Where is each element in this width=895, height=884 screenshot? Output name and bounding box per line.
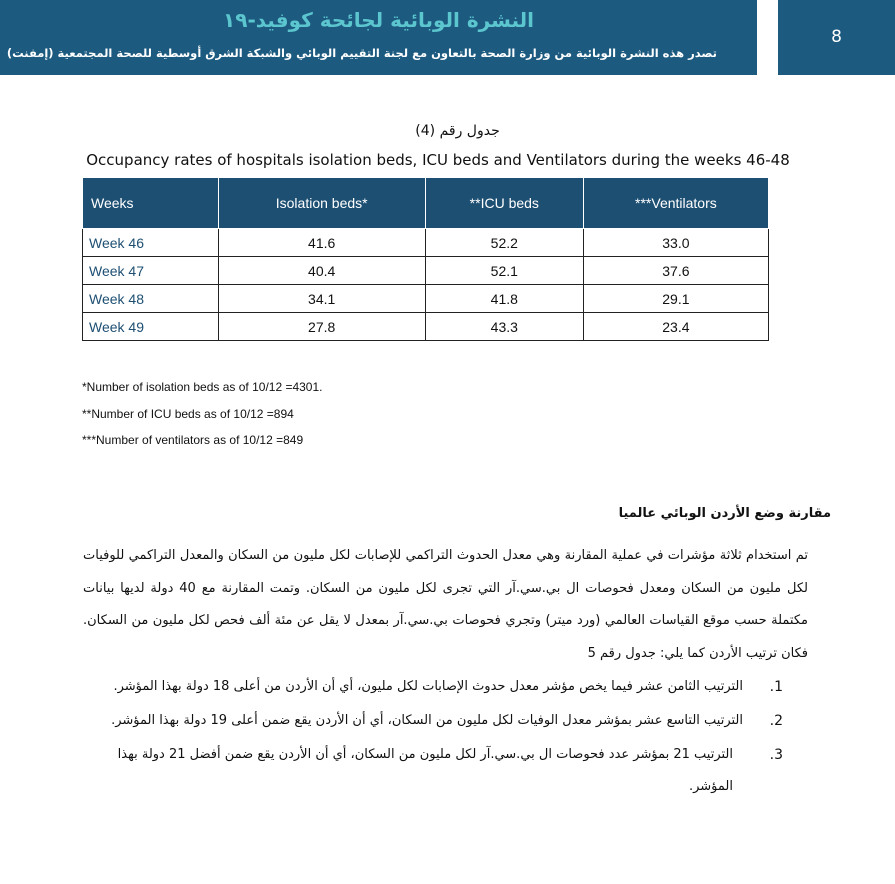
table-caption-english: Occupancy rates of hospitals isolation beds, ICU beds and Ventilators during the weeks 46-48	[86, 151, 790, 169]
table-row	[83, 257, 769, 285]
page-number: 8	[778, 0, 895, 75]
list-text: الترتيب 21 بمؤشر عدد فحوصات ال بي.سي.آر لكل مليون من السكان، أي أن الأردن يقع ضمن أفضل 21 دولة بهذا المؤشر.	[117, 747, 733, 794]
table-row	[83, 229, 769, 257]
table-cell: 33.0	[583, 229, 768, 257]
bulletin-subtitle: تصدر هذه النشرة الوبائية من وزارة الصحة بالتعاون مع لجنة التقييم الوبائي والشبكة الشرق أوسطية للصحة المجتمعية (إمفنت)	[6, 46, 717, 60]
list-text: الترتيب الثامن عشر فيما يخص مؤشر معدل حدوث الإصابات لكل مليون، أي أن الأردن من أعلى 18 دولة بهذا المؤشر.	[113, 679, 743, 694]
table-cell: 43.3	[425, 313, 583, 341]
column-header: ***Ventilators	[583, 178, 768, 229]
list-text: الترتيب التاسع عشر بمؤشر معدل الوفيات لكل مليون من السكان، أي أن الأردن يقع ضمن أعلى 19 دولة بهذا المؤشر.	[111, 713, 743, 728]
table-cell: 41.6	[218, 229, 425, 257]
list-number: 3.	[769, 747, 783, 763]
section-heading: مقارنة وضع الأردن الوبائي عالميا	[618, 506, 831, 521]
table-cell: 27.8	[218, 313, 425, 341]
list-number: 1.	[769, 679, 783, 695]
ranking-list	[83, 671, 783, 805]
table-cell: Week 47	[83, 257, 219, 285]
column-header: **ICU beds	[425, 178, 583, 229]
bulletin-title: النشرة الوبائية لجائحة كوفيد-١٩	[223, 8, 534, 32]
header-banner	[0, 0, 757, 75]
footnote: ***Number of ventilators as of 10/12 =849	[82, 433, 304, 447]
table-cell: Week 48	[83, 285, 219, 313]
table-cell: 23.4	[583, 313, 768, 341]
table-cell: Week 49	[83, 313, 219, 341]
footnote: *Number of isolation beds as of 10/12 =4301.	[82, 380, 323, 394]
table-caption-arabic: جدول رقم (4)	[415, 123, 500, 139]
occupancy-table	[82, 177, 769, 341]
table-cell: 52.2	[425, 229, 583, 257]
table-cell: Week 46	[83, 229, 219, 257]
table-cell: 29.1	[583, 285, 768, 313]
column-header: Weeks	[83, 178, 219, 229]
column-header: Isolation beds*	[218, 178, 425, 229]
list-number: 2.	[769, 713, 783, 729]
table-cell: 40.4	[218, 257, 425, 285]
list-item	[83, 671, 783, 703]
table-cell: 34.1	[218, 285, 425, 313]
section-paragraph: تم استخدام ثلاثة مؤشرات في عملية المقارنة وهي معدل الحدوث التراكمي للإصابات لكل مليون من السكان والمعدل التراكمي للوفيات لكل مليون من السكان ومعدل فحوصات ال بي.سي.آر التي تجرى لكل مليون من السكان. وتمت المقارنة مع 40 دولة لديها بيانات مكتملة حسب موقع القياسات العالمي (ورد ميتر) وتجري فحوصات بي.سي.آر بمعدل لا يقل عن مئة ألف فحص لكل مليون من السكان. فكان ترتيب الأردن كما يلي: جدول رقم 5	[83, 548, 808, 661]
list-item	[83, 705, 783, 737]
list-item	[83, 739, 783, 803]
table-row	[83, 285, 769, 313]
table-cell: 52.1	[425, 257, 583, 285]
table-cell: 41.8	[425, 285, 583, 313]
table-footnotes	[82, 380, 323, 460]
table-row	[83, 313, 769, 341]
footnote: **Number of ICU beds as of 10/12 =894	[82, 406, 294, 421]
table-cell: 37.6	[583, 257, 768, 285]
